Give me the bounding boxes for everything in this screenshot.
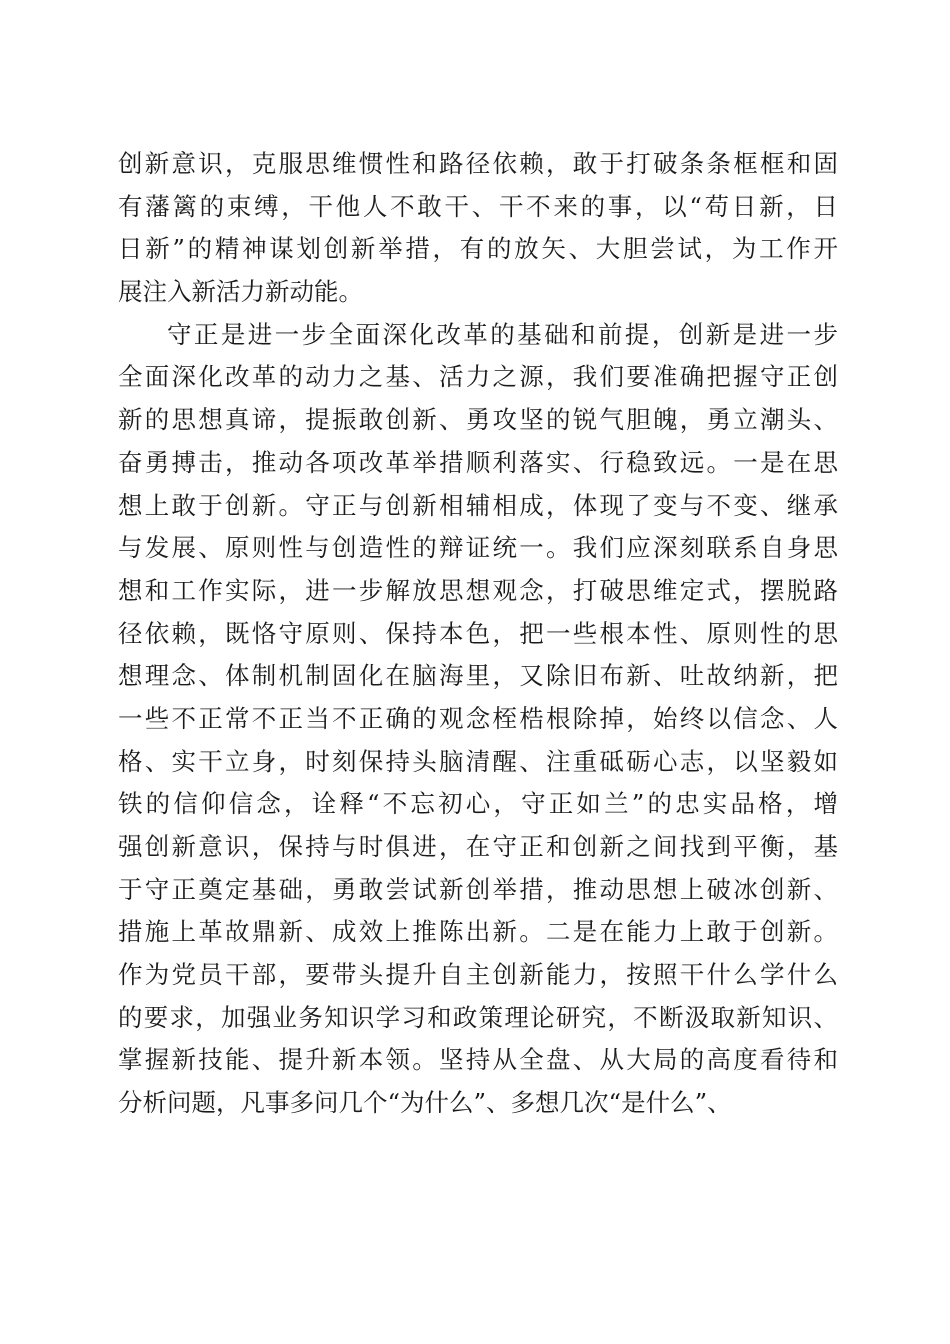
paragraph-line: 的要求，加强业务知识学习和政策理论研究，不断汲取新知识、 bbox=[118, 1002, 838, 1032]
paragraph-line: 展注入新活力新动能。 bbox=[118, 277, 363, 307]
body-text bbox=[118, 143, 838, 1125]
paragraph-line: 有藩篱的束缚，干他人不敢干、干不来的事，以“苟日新，日 bbox=[118, 191, 838, 221]
paragraph-line: 作为党员干部，要带头提升自主创新能力，按照干什么学什么 bbox=[118, 960, 838, 990]
paragraph-line: 措施上革故鼎新、成效上推陈出新。二是在能力上敢于创新。 bbox=[118, 917, 838, 947]
paragraph-line: 新的思想真谛，提振敢创新、勇攻坚的锐气胆魄，勇立潮头、 bbox=[118, 405, 838, 435]
paragraph-line: 强创新意识，保持与时俱进，在守正和创新之间找到平衡，基 bbox=[118, 832, 838, 861]
paragraph-line: 想上敢于创新。守正与创新相辅相成，体现了变与不变、继承 bbox=[118, 490, 838, 520]
paragraph-line: 掌握新技能、提升新本领。坚持从全盘、从大局的高度看待和 bbox=[118, 1045, 838, 1075]
paragraph-line: 与发展、原则性与创造性的辩证统一。我们应深刻联系自身思 bbox=[118, 533, 838, 563]
paragraph-line: 想和工作实际，进一步解放思想观念，打破思维定式，摆脱路 bbox=[118, 575, 838, 605]
paragraph-1 bbox=[118, 143, 838, 314]
paragraph-line: 日新”的精神谋划创新举措，有的放矢、大胆尝试，为工作开 bbox=[118, 234, 838, 264]
paragraph-line: 一些不正常不正当不正确的观念桎梏根除掉，始终以信念、人 bbox=[118, 703, 838, 733]
paragraph-line: 径依赖，既恪守原则、保持本色，把一些根本性、原则性的思 bbox=[118, 618, 838, 648]
paragraph-line: 守正是进一步全面深化改革的基础和前提，创新是进一步 bbox=[167, 319, 838, 349]
paragraph-line: 全面深化改革的动力之基、活力之源，我们要准确把握守正创 bbox=[118, 362, 838, 392]
paragraph-line: 想理念、体制机制固化在脑海里，又除旧布新、吐故纳新，把 bbox=[118, 661, 838, 691]
paragraph-line: 创新意识，克服思维惯性和路径依赖，敢于打破条条框框和固 bbox=[118, 149, 838, 178]
paragraph-line: 于守正奠定基础，勇敢尝试新创举措，推动思想上破冰创新、 bbox=[118, 874, 838, 904]
paragraph-line: 铁的信仰信念，诠释“不忘初心，守正如兰”的忠实品格，增 bbox=[118, 789, 838, 819]
paragraph-2 bbox=[118, 314, 838, 1125]
paragraph-line: 格、实干立身，时刻保持头脑清醒、注重砥砺心志，以坚毅如 bbox=[118, 746, 838, 776]
paragraph-line: 分析问题，凡事多问几个“为什么”、多想几次“是什么”、 bbox=[118, 1088, 732, 1118]
paragraph-line: 奋勇搏击，推动各项改革举措顺利落实、行稳致远。一是在思 bbox=[118, 447, 838, 477]
